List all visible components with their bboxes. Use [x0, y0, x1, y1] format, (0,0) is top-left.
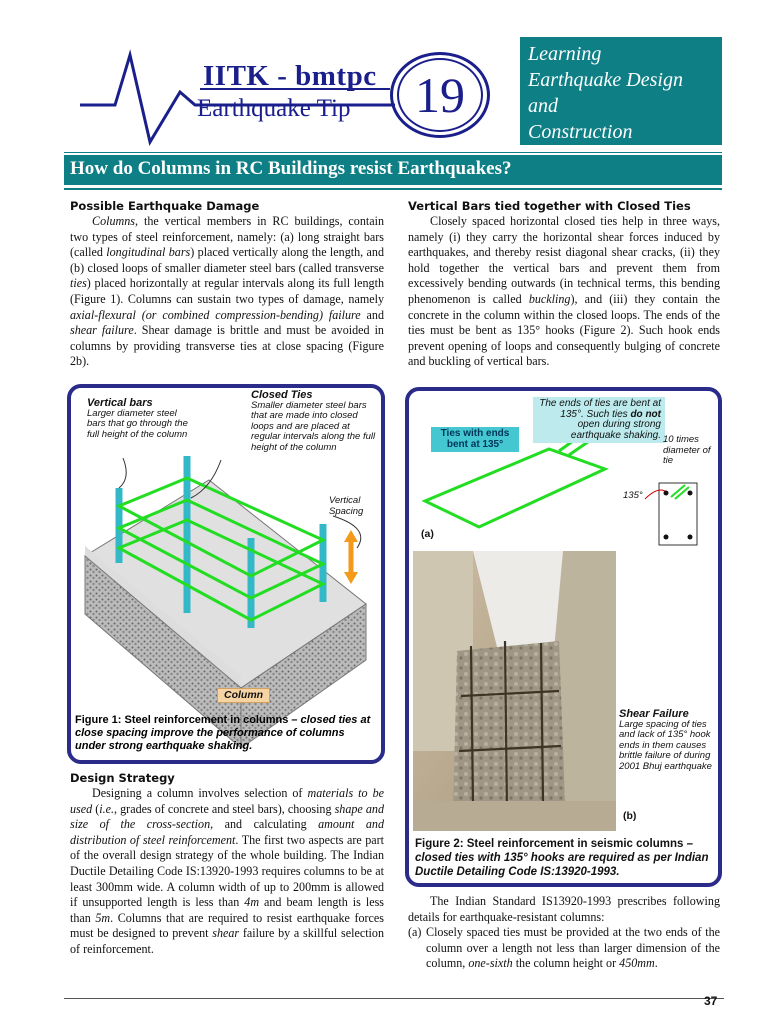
series-title-box — [520, 37, 722, 145]
standard-intro: The Indian Standard IS13920-1993 prescribes following details for earthquake-resistant columns: — [408, 894, 720, 924]
label-vertical-spacing: Vertical Spacing — [329, 495, 364, 517]
left-column-bottom — [70, 770, 384, 958]
right-column-top — [408, 198, 720, 370]
figure-2-caption-bold: Figure 2: Steel reinforcement in seismic columns — [415, 838, 684, 850]
list-item-a — [408, 925, 720, 972]
figure-1-box — [67, 384, 385, 764]
figure-2-caption — [415, 837, 719, 879]
label-shear-failure-title: Shear Failure — [619, 708, 689, 720]
label-ties-135: Ties with ends bent at 135° — [431, 427, 519, 452]
label-part-b: (b) — [623, 810, 637, 822]
series-title-line: Learning — [528, 43, 602, 65]
figure-1-caption-rest: – closed ties at close spacing improve the performance of columns under strong earthquake shaking. — [75, 714, 371, 752]
label-ends-note: The ends of ties are bent at 135°. Such ties do not open during strong earthquake shaking. — [533, 397, 665, 443]
figure-2-box — [405, 387, 722, 887]
shear-failure-photo — [413, 551, 616, 831]
label-closed-ties — [251, 390, 379, 453]
brand-logo: IITK - bmtpc — [203, 60, 377, 92]
tip-number: 19 — [415, 67, 465, 123]
figure-1-caption-bold: Figure 1: Steel reinforcement in columns — [75, 714, 289, 726]
section-heading-vertical-bars: Vertical Bars tied together with Closed Ties — [408, 199, 691, 213]
section-body-vertical-bars: Closely spaced horizontal closed ties help in three ways, namely (i) they carry the horizontal shear forces induced by earthquakes, and thereby resist diagonal shear cracks, (ii) they hold together the vertical bars and prevent them from excessively bending outwards (in technical terms, this bending phenomenon is called buckling), and (iii) they contain the concrete in the column within the closed loops. The ends of the ties must be bent as 135° hooks (Figure 2). Such hook ends prevent opening of loops and consequently bulging of concrete and buckling of vertical bars. — [408, 214, 720, 369]
footer-rule — [64, 998, 724, 999]
section-body-damage: Columns, the vertical members in RC buildings, contain two types of steel reinforcement, namely: (a) long straight bars (called longitudinal bars) placed vertically along the length, and (b) closed loops of smaller diameter steel bars (called transverse ties) placed horizontally at regular intervals along its full length (Figure 1). Columns can sustain two types of damage, namely axial-flexural (or combined compression-bending) failure and shear failure. Shear damage is brittle and must be avoided in columns by providing transverse ties at close spacing (Figure 2b). — [70, 214, 385, 369]
section-body-design-strategy: Designing a column involves selection of materials to be used (i.e., grades of concrete and steel bars), choosing shape and size of the cross-section, and calculating amount and distribution of steel reinforcement. The first two aspects are part of the overall design strategy of the whole building. The Indian Ductile Detailing Code IS:13920-1993 requires columns to be at least 300mm wide. A column width of up to 200mm is allowed if unsupported length is less than 4m and beam length is less than 5m. Columns that are required to resist earthquake forces must be designed to prevent shear failure by a skillful selection of reinforcement. — [70, 786, 385, 956]
page-title: How do Columns in RC Buildings resist Earthquakes? — [64, 155, 722, 185]
figure-2-caption-rest: – closed ties with 135° hooks are required as per Indian Ductile Detailing Code IS:13920-1993. — [415, 838, 709, 878]
label-closed-ties-text: Smaller diameter steel bars that are made into closed loops and are placed at regular intervals along the full height of the column — [251, 399, 376, 453]
left-column-top — [70, 198, 384, 370]
label-closed-ties-title: Closed Ties — [251, 389, 313, 401]
section-heading-damage: Possible Earthquake Damage — [70, 199, 260, 213]
label-135-degrees: 135° — [623, 490, 643, 501]
label-part-a: (a) — [421, 528, 434, 540]
series-title-line: and — [528, 95, 558, 117]
label-ten-times: 10 times diameter of tie — [663, 434, 711, 466]
label-vertical-bars — [87, 398, 195, 440]
title-top-rule — [64, 152, 722, 153]
label-column: Column — [217, 688, 270, 703]
brand-subtitle: Earthquake Tip — [197, 95, 351, 122]
list-marker-a: (a) — [408, 925, 422, 940]
label-shear-failure-text: Large spacing of ties and lack of 135° hook ends in them causes brittle failure of during 2001 Bhuj earthquake — [619, 718, 712, 772]
figure-1-caption — [75, 714, 375, 753]
title-bottom-rule — [64, 188, 722, 190]
series-title-line: Construction — [528, 121, 633, 143]
right-column-bottom — [408, 894, 720, 972]
list-item-a-text: Closely spaced ties must be provided at the two ends of the column over a length not less than larger dimension of the column, one-sixth the column height or 450mm. — [426, 925, 720, 971]
page-number: 37 — [704, 994, 718, 1008]
series-title-line: Earthquake Design — [528, 69, 683, 91]
label-vertical-bars-text: Larger diameter steel bars that go through the full height of the column — [87, 407, 188, 440]
label-shear-failure — [619, 709, 719, 772]
tip-number-ring — [397, 58, 483, 132]
label-vertical-bars-title: Vertical bars — [87, 397, 153, 409]
section-heading-design-strategy: Design Strategy — [70, 771, 175, 785]
